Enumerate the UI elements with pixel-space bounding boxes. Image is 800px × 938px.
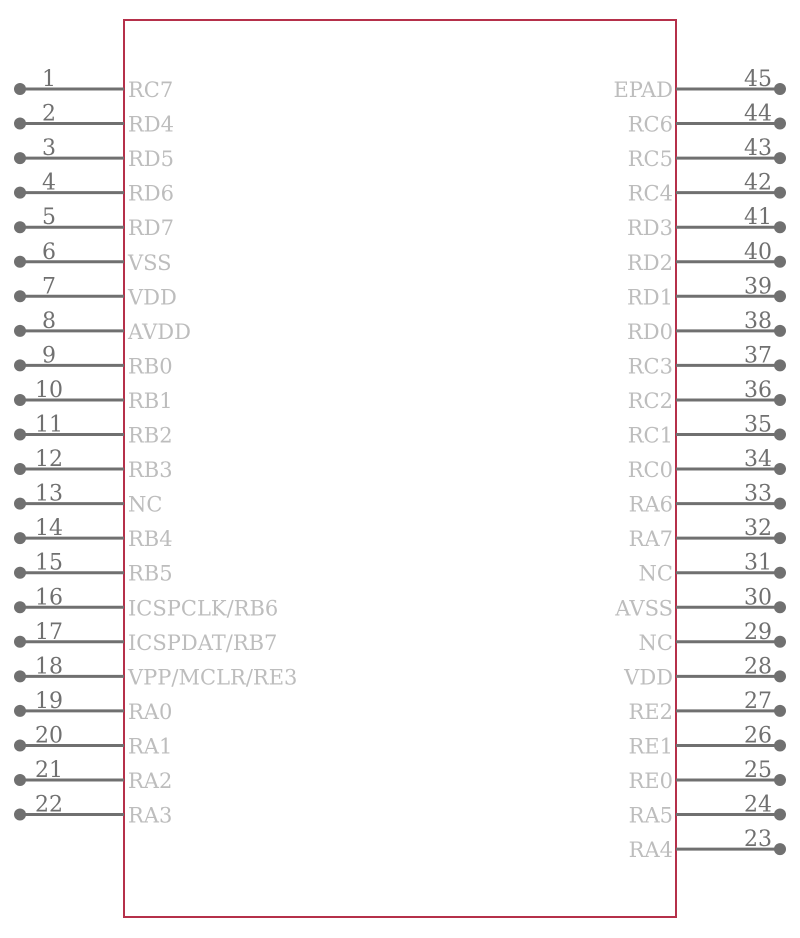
pin-endpoint-dot bbox=[774, 221, 786, 233]
pin-37 bbox=[628, 343, 786, 378]
pin-6 bbox=[14, 240, 172, 275]
pin-20 bbox=[14, 723, 172, 758]
pin-number-label: 43 bbox=[744, 136, 772, 162]
pin-19 bbox=[14, 689, 172, 724]
pin-41 bbox=[627, 205, 786, 240]
pin-endpoint-dot bbox=[774, 532, 786, 544]
pin-number-label: 29 bbox=[744, 619, 772, 645]
pin-name-label: RA1 bbox=[128, 734, 173, 759]
pin-number-label: 13 bbox=[35, 481, 63, 507]
pin-endpoint-dot bbox=[774, 256, 786, 268]
pin-12 bbox=[14, 447, 173, 482]
pin-number-label: 14 bbox=[35, 516, 63, 542]
pin-name-label: RA2 bbox=[128, 769, 173, 793]
pin-number-label: 8 bbox=[42, 308, 56, 334]
pin-endpoint-dot bbox=[14, 221, 26, 233]
pin-endpoint-dot bbox=[774, 567, 786, 579]
pin-name-label: RD7 bbox=[128, 216, 175, 241]
pin-endpoint-dot bbox=[774, 325, 786, 337]
pin-number-label: 38 bbox=[744, 308, 772, 334]
pin-endpoint-dot bbox=[774, 636, 786, 648]
pin-number-label: 25 bbox=[744, 758, 772, 783]
pin-name-label: RA0 bbox=[128, 699, 173, 724]
pin-number-label: 36 bbox=[744, 377, 772, 403]
pin-44 bbox=[628, 102, 786, 137]
pin-number-label: 1 bbox=[42, 67, 56, 92]
pin-39 bbox=[627, 274, 786, 309]
pin-endpoint-dot bbox=[774, 705, 786, 717]
pin-endpoint-dot bbox=[14, 118, 26, 130]
pin-endpoint-dot bbox=[14, 809, 26, 821]
pin-number-label: 12 bbox=[35, 447, 63, 473]
pin-endpoint-dot bbox=[774, 359, 786, 371]
pin-5 bbox=[14, 205, 174, 240]
pin-name-label: RC7 bbox=[128, 78, 174, 102]
pin-name-label: RC3 bbox=[627, 354, 673, 379]
pin-name-label: NC bbox=[128, 492, 163, 517]
pin-name-label: RC1 bbox=[627, 423, 673, 448]
pin-endpoint-dot bbox=[14, 325, 26, 337]
pin-number-label: 33 bbox=[744, 481, 772, 507]
pin-endpoint-dot bbox=[14, 705, 26, 717]
pin-24 bbox=[629, 793, 786, 828]
pin-endpoint-dot bbox=[774, 394, 786, 406]
pin-45 bbox=[613, 67, 786, 102]
pin-endpoint-dot bbox=[14, 429, 26, 441]
pin-1 bbox=[14, 67, 173, 102]
pin-number-label: 21 bbox=[35, 758, 63, 783]
pin-endpoint-dot bbox=[774, 774, 786, 786]
pin-number-label: 4 bbox=[42, 170, 56, 196]
pin-29 bbox=[639, 620, 786, 655]
pin-name-label: RD4 bbox=[128, 112, 175, 137]
pin-34 bbox=[628, 447, 786, 482]
pin-number-label: 34 bbox=[744, 447, 772, 473]
pin-number-label: 9 bbox=[42, 343, 56, 369]
pin-11 bbox=[14, 413, 173, 448]
pin-13 bbox=[14, 482, 162, 517]
pin-27 bbox=[628, 689, 786, 724]
pin-name-label: AVDD bbox=[128, 319, 191, 344]
pin-endpoint-dot bbox=[14, 256, 26, 268]
pin-name-label: RB2 bbox=[128, 423, 173, 448]
left-pin-group bbox=[14, 67, 297, 828]
pin-22 bbox=[14, 793, 172, 828]
pin-endpoint-dot bbox=[774, 670, 786, 682]
pin-number-label: 5 bbox=[42, 205, 56, 231]
pin-number-label: 44 bbox=[744, 101, 772, 127]
pin-name-label: RB4 bbox=[128, 527, 173, 552]
right-pin-group bbox=[613, 67, 786, 862]
pin-name-label: RD5 bbox=[128, 147, 175, 172]
pin-endpoint-dot bbox=[14, 359, 26, 371]
pin-number-label: 24 bbox=[744, 792, 772, 818]
pin-name-label: RC2 bbox=[627, 388, 673, 413]
pin-endpoint-dot bbox=[774, 187, 786, 199]
pin-number-label: 16 bbox=[35, 585, 63, 611]
pin-endpoint-dot bbox=[774, 809, 786, 821]
pin-3 bbox=[14, 136, 174, 171]
pin-name-label: RA5 bbox=[628, 803, 673, 828]
pin-30 bbox=[614, 585, 786, 620]
pin-number-label: 40 bbox=[744, 239, 772, 265]
ic-body-outline bbox=[124, 20, 676, 917]
pin-name-label: RA7 bbox=[628, 527, 673, 552]
pin-name-label: RC4 bbox=[627, 181, 673, 206]
pin-38 bbox=[627, 309, 786, 344]
pin-17 bbox=[14, 620, 277, 655]
pin-15 bbox=[14, 551, 173, 586]
pin-name-label: AVSS bbox=[615, 596, 673, 621]
pin-4 bbox=[14, 171, 174, 206]
pin-endpoint-dot bbox=[14, 532, 26, 544]
pin-21 bbox=[14, 758, 172, 793]
pin-number-label: 30 bbox=[744, 585, 772, 611]
pin-name-label: ICSPCLK/RB6 bbox=[128, 596, 279, 621]
pin-name-label: RB5 bbox=[128, 561, 173, 586]
pin-number-label: 39 bbox=[744, 274, 772, 300]
pin-name-label: RB3 bbox=[128, 458, 173, 483]
pin-endpoint-dot bbox=[774, 429, 786, 441]
pin-endpoint-dot bbox=[774, 118, 786, 130]
pin-number-label: 2 bbox=[42, 101, 56, 127]
pin-endpoint-dot bbox=[14, 739, 26, 751]
pin-number-label: 27 bbox=[744, 688, 772, 714]
pin-14 bbox=[14, 516, 173, 551]
pin-number-label: 22 bbox=[35, 792, 63, 818]
pin-name-label: RD0 bbox=[626, 319, 673, 344]
pin-endpoint-dot bbox=[14, 394, 26, 406]
pin-endpoint-dot bbox=[774, 843, 786, 855]
pin-number-label: 3 bbox=[42, 136, 56, 162]
pin-36 bbox=[628, 378, 786, 413]
pin-number-label: 6 bbox=[42, 239, 56, 265]
pin-endpoint-dot bbox=[774, 601, 786, 613]
pin-number-label: 35 bbox=[744, 412, 772, 438]
pin-endpoint-dot bbox=[774, 290, 786, 302]
pin-number-label: 20 bbox=[35, 723, 63, 749]
pin-23 bbox=[629, 827, 786, 862]
pin-name-label: RA6 bbox=[628, 492, 673, 517]
pin-32 bbox=[629, 516, 786, 551]
pin-name-label: RE1 bbox=[628, 734, 673, 759]
pin-endpoint-dot bbox=[774, 498, 786, 510]
pin-endpoint-dot bbox=[14, 670, 26, 682]
pin-number-label: 45 bbox=[744, 67, 772, 92]
pin-name-label: RD3 bbox=[626, 216, 673, 241]
pin-endpoint-dot bbox=[774, 83, 786, 95]
pin-31 bbox=[639, 551, 786, 586]
pin-number-label: 10 bbox=[35, 377, 63, 403]
pin-name-label: RC6 bbox=[627, 112, 673, 137]
pin-number-label: 17 bbox=[35, 619, 63, 645]
pin-42 bbox=[628, 171, 786, 206]
pin-35 bbox=[628, 413, 786, 448]
pin-10 bbox=[14, 378, 173, 413]
pin-43 bbox=[628, 136, 786, 171]
pin-name-label: RB1 bbox=[128, 388, 173, 413]
pin-18 bbox=[14, 654, 297, 689]
pin-name-label: VDD bbox=[624, 665, 673, 690]
pin-name-label: RB0 bbox=[128, 354, 173, 379]
pin-endpoint-dot bbox=[14, 567, 26, 579]
pin-name-label: VPP/MCLR/RE3 bbox=[128, 665, 298, 690]
pin-name-label: RA4 bbox=[628, 838, 673, 863]
pin-number-label: 28 bbox=[744, 654, 772, 680]
pin-name-label: RE0 bbox=[628, 769, 673, 793]
pin-name-label: RA3 bbox=[128, 803, 173, 828]
pin-endpoint-dot bbox=[14, 187, 26, 199]
pin-2 bbox=[14, 102, 174, 137]
pin-number-label: 7 bbox=[42, 274, 56, 300]
pin-name-label: RE2 bbox=[628, 699, 673, 724]
pin-endpoint-dot bbox=[14, 601, 26, 613]
pin-name-label: ICSPDAT/RB7 bbox=[128, 630, 278, 655]
pin-name-label: RC5 bbox=[627, 147, 673, 172]
pin-8 bbox=[14, 309, 191, 344]
pin-40 bbox=[627, 240, 786, 275]
pin-number-label: 11 bbox=[35, 412, 63, 438]
pin-endpoint-dot bbox=[774, 463, 786, 475]
pin-endpoint-dot bbox=[14, 498, 26, 510]
pin-endpoint-dot bbox=[774, 739, 786, 751]
pin-number-label: 19 bbox=[35, 688, 63, 714]
pin-name-label: VSS bbox=[128, 250, 172, 275]
pin-endpoint-dot bbox=[774, 152, 786, 164]
pin-number-label: 42 bbox=[744, 170, 772, 196]
pin-name-label: NC bbox=[638, 630, 673, 655]
pin-number-label: 26 bbox=[744, 723, 772, 749]
pin-16 bbox=[14, 585, 278, 620]
pin-endpoint-dot bbox=[14, 152, 26, 164]
pin-name-label: VDD bbox=[128, 285, 177, 310]
pin-name-label: RD2 bbox=[626, 250, 673, 275]
pin-26 bbox=[628, 723, 786, 758]
pin-endpoint-dot bbox=[14, 774, 26, 786]
pin-9 bbox=[14, 343, 173, 378]
pin-number-label: 32 bbox=[744, 516, 772, 542]
pin-number-label: 37 bbox=[744, 343, 772, 369]
pin-number-label: 23 bbox=[744, 827, 772, 853]
pin-name-label: NC bbox=[638, 561, 673, 586]
pin-25 bbox=[628, 758, 786, 793]
pin-endpoint-dot bbox=[14, 463, 26, 475]
pin-number-label: 15 bbox=[35, 550, 63, 576]
pin-endpoint-dot bbox=[14, 636, 26, 648]
pin-name-label: RD6 bbox=[128, 181, 175, 206]
pin-name-label: RD1 bbox=[626, 285, 673, 310]
pin-33 bbox=[629, 482, 786, 517]
pin-7 bbox=[14, 274, 177, 309]
pin-number-label: 31 bbox=[744, 550, 772, 576]
pin-number-label: 41 bbox=[744, 205, 772, 231]
pin-name-label: RC0 bbox=[627, 458, 673, 483]
pin-name-label: EPAD bbox=[613, 78, 673, 102]
pin-endpoint-dot bbox=[14, 290, 26, 302]
pin-number-label: 18 bbox=[35, 654, 63, 680]
pin-28 bbox=[623, 654, 786, 689]
pin-endpoint-dot bbox=[14, 83, 26, 95]
